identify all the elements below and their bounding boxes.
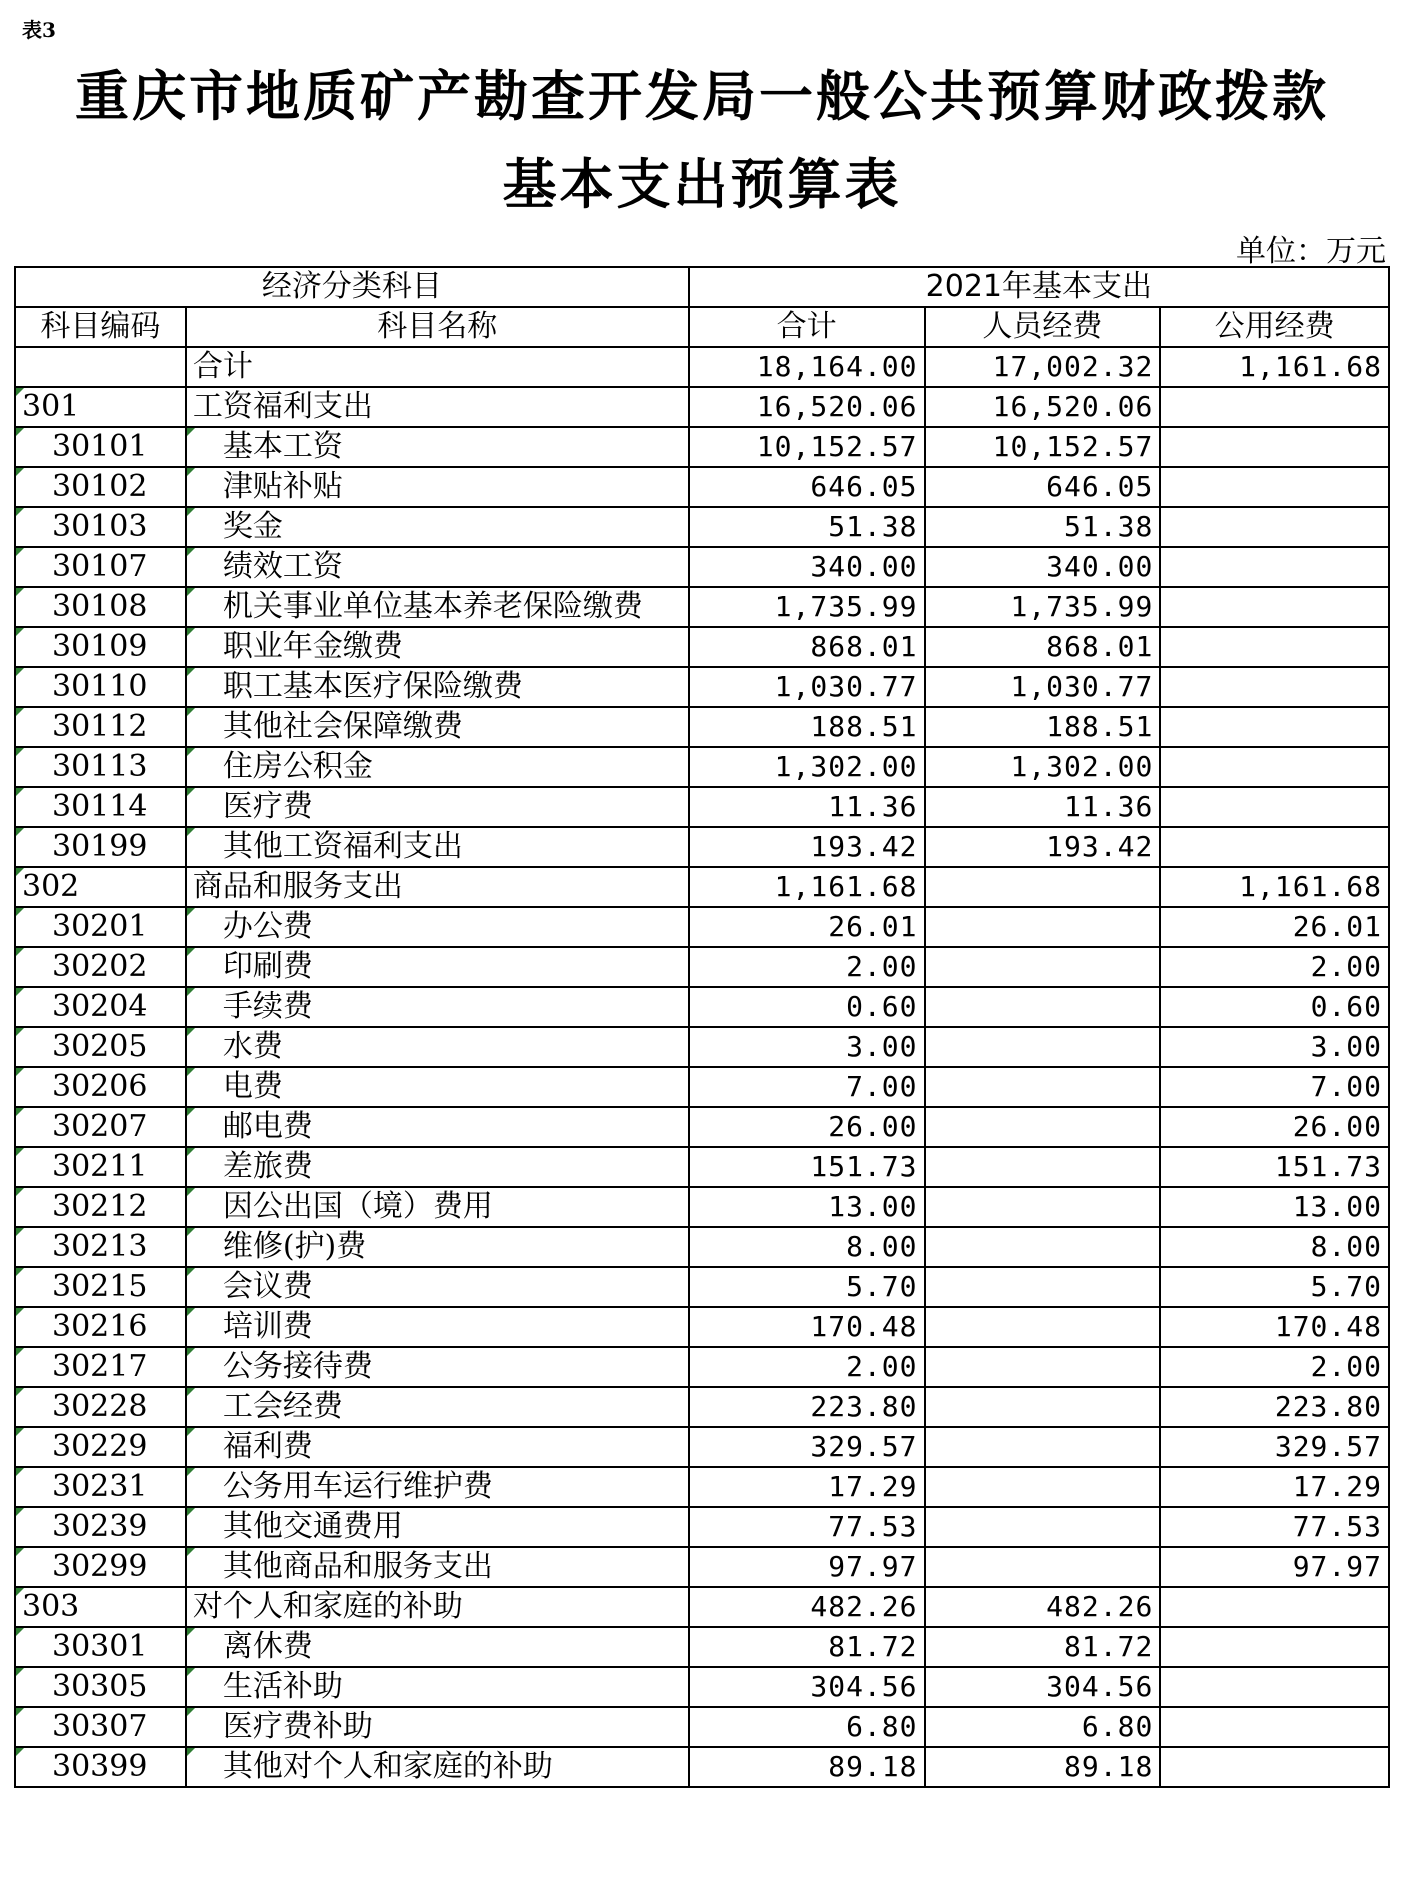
cell-subject-code: 30207 <box>15 1107 186 1147</box>
cell-personnel-expense <box>925 867 1161 907</box>
cell-personnel-expense: 17,002.32 <box>925 347 1161 387</box>
cell-personnel-expense <box>925 1027 1161 1067</box>
cell-subject-name: 职业年金缴费 <box>186 627 689 667</box>
cell-public-expense: 26.00 <box>1160 1107 1389 1147</box>
table-row <box>15 987 1389 1027</box>
cell-personnel-expense: 51.38 <box>925 507 1161 547</box>
cell-subject-code: 30113 <box>15 747 186 787</box>
cell-subject-code: 30108 <box>15 587 186 627</box>
cell-subject-name: 公务接待费 <box>186 1347 689 1387</box>
table-row <box>15 1147 1389 1187</box>
table-row <box>15 1387 1389 1427</box>
cell-total: 18,164.00 <box>689 347 925 387</box>
cell-public-expense <box>1160 467 1389 507</box>
cell-total: 51.38 <box>689 507 925 547</box>
cell-personnel-expense <box>925 1427 1161 1467</box>
cell-subject-code: 30101 <box>15 427 186 467</box>
header-basic-expenditure: 2021年基本支出 <box>689 267 1389 307</box>
cell-public-expense: 1,161.68 <box>1160 867 1389 907</box>
cell-subject-name: 福利费 <box>186 1427 689 1467</box>
cell-subject-name: 奖金 <box>186 507 689 547</box>
cell-total: 223.80 <box>689 1387 925 1427</box>
cell-subject-name: 医疗费补助 <box>186 1707 689 1747</box>
cell-total: 482.26 <box>689 1587 925 1627</box>
cell-total: 13.00 <box>689 1187 925 1227</box>
cell-personnel-expense: 482.26 <box>925 1587 1161 1627</box>
cell-public-expense <box>1160 787 1389 827</box>
cell-public-expense <box>1160 1627 1389 1667</box>
table-row <box>15 507 1389 547</box>
cell-personnel-expense: 304.56 <box>925 1667 1161 1707</box>
cell-subject-code <box>15 347 186 387</box>
cell-total: 97.97 <box>689 1547 925 1587</box>
table-row <box>15 1667 1389 1707</box>
cell-subject-code: 30199 <box>15 827 186 867</box>
cell-public-expense: 5.70 <box>1160 1267 1389 1307</box>
cell-personnel-expense: 10,152.57 <box>925 427 1161 467</box>
table-row <box>15 467 1389 507</box>
cell-personnel-expense: 646.05 <box>925 467 1161 507</box>
table-row <box>15 427 1389 467</box>
cell-personnel-expense <box>925 987 1161 1027</box>
cell-total: 10,152.57 <box>689 427 925 467</box>
cell-subject-name: 其他工资福利支出 <box>186 827 689 867</box>
table-row <box>15 1187 1389 1227</box>
budget-table <box>14 266 1390 1788</box>
cell-personnel-expense <box>925 1187 1161 1227</box>
table-row <box>15 1627 1389 1667</box>
cell-personnel-expense: 11.36 <box>925 787 1161 827</box>
cell-personnel-expense: 1,030.77 <box>925 667 1161 707</box>
table-row <box>15 707 1389 747</box>
cell-subject-code: 30307 <box>15 1707 186 1747</box>
header-economic-category: 经济分类科目 <box>15 267 689 307</box>
table-row <box>15 1027 1389 1067</box>
table-row <box>15 1347 1389 1387</box>
table-row <box>15 627 1389 667</box>
cell-subject-name: 邮电费 <box>186 1107 689 1147</box>
cell-personnel-expense: 868.01 <box>925 627 1161 667</box>
cell-subject-name: 会议费 <box>186 1267 689 1307</box>
cell-subject-name: 水费 <box>186 1027 689 1067</box>
cell-public-expense: 329.57 <box>1160 1427 1389 1467</box>
cell-subject-code: 30239 <box>15 1507 186 1547</box>
cell-total: 2.00 <box>689 947 925 987</box>
cell-subject-code: 30102 <box>15 467 186 507</box>
cell-total: 8.00 <box>689 1227 925 1267</box>
cell-subject-name: 绩效工资 <box>186 547 689 587</box>
cell-personnel-expense <box>925 1107 1161 1147</box>
cell-public-expense <box>1160 387 1389 427</box>
table-row <box>15 907 1389 947</box>
cell-subject-name: 办公费 <box>186 907 689 947</box>
cell-personnel-expense: 188.51 <box>925 707 1161 747</box>
table-row <box>15 1307 1389 1347</box>
cell-subject-name: 生活补助 <box>186 1667 689 1707</box>
table-row <box>15 827 1389 867</box>
table-row <box>15 867 1389 907</box>
table-number: 表3 <box>22 18 56 42</box>
table-row <box>15 667 1389 707</box>
cell-public-expense <box>1160 667 1389 707</box>
cell-total: 151.73 <box>689 1147 925 1187</box>
cell-public-expense <box>1160 1667 1389 1707</box>
cell-subject-code: 30201 <box>15 907 186 947</box>
unit-label: 单位：万元 <box>1236 234 1386 269</box>
cell-public-expense <box>1160 707 1389 747</box>
cell-public-expense: 8.00 <box>1160 1227 1389 1267</box>
cell-subject-name: 印刷费 <box>186 947 689 987</box>
cell-personnel-expense: 193.42 <box>925 827 1161 867</box>
cell-personnel-expense: 81.72 <box>925 1627 1161 1667</box>
cell-public-expense <box>1160 627 1389 667</box>
cell-subject-code: 30301 <box>15 1627 186 1667</box>
cell-public-expense <box>1160 1587 1389 1627</box>
cell-subject-code: 30212 <box>15 1187 186 1227</box>
cell-total: 81.72 <box>689 1627 925 1667</box>
table-row <box>15 1067 1389 1107</box>
table-row <box>15 1547 1389 1587</box>
cell-subject-name: 因公出国（境）费用 <box>186 1187 689 1227</box>
cell-personnel-expense <box>925 1347 1161 1387</box>
table-row <box>15 1107 1389 1147</box>
cell-public-expense: 13.00 <box>1160 1187 1389 1227</box>
cell-total: 188.51 <box>689 707 925 747</box>
cell-public-expense: 2.00 <box>1160 947 1389 987</box>
cell-subject-code: 30213 <box>15 1227 186 1267</box>
cell-personnel-expense <box>925 1387 1161 1427</box>
cell-subject-name: 商品和服务支出 <box>186 867 689 907</box>
header-row-group <box>15 267 1389 307</box>
cell-subject-code: 30216 <box>15 1307 186 1347</box>
cell-personnel-expense <box>925 1507 1161 1547</box>
cell-subject-code: 303 <box>15 1587 186 1627</box>
cell-total: 3.00 <box>689 1027 925 1067</box>
cell-subject-code: 301 <box>15 387 186 427</box>
cell-personnel-expense: 16,520.06 <box>925 387 1161 427</box>
cell-subject-code: 30228 <box>15 1387 186 1427</box>
cell-total: 170.48 <box>689 1307 925 1347</box>
cell-public-expense: 77.53 <box>1160 1507 1389 1547</box>
cell-public-expense: 1,161.68 <box>1160 347 1389 387</box>
cell-subject-name: 其他对个人和家庭的补助 <box>186 1747 689 1787</box>
cell-subject-name: 基本工资 <box>186 427 689 467</box>
cell-subject-code: 30112 <box>15 707 186 747</box>
cell-subject-code: 30299 <box>15 1547 186 1587</box>
cell-total: 1,735.99 <box>689 587 925 627</box>
cell-public-expense <box>1160 587 1389 627</box>
cell-subject-code: 30399 <box>15 1747 186 1787</box>
cell-personnel-expense <box>925 1067 1161 1107</box>
cell-subject-code: 30109 <box>15 627 186 667</box>
cell-subject-name: 医疗费 <box>186 787 689 827</box>
cell-public-expense <box>1160 427 1389 467</box>
cell-personnel-expense: 340.00 <box>925 547 1161 587</box>
table-row <box>15 1467 1389 1507</box>
table-row <box>15 1507 1389 1547</box>
cell-total: 0.60 <box>689 987 925 1027</box>
cell-subject-name: 公务用车运行维护费 <box>186 1467 689 1507</box>
cell-subject-name: 维修(护)费 <box>186 1227 689 1267</box>
cell-personnel-expense: 6.80 <box>925 1707 1161 1747</box>
cell-subject-code: 30110 <box>15 667 186 707</box>
cell-subject-code: 302 <box>15 867 186 907</box>
header-public-expense: 公用经费 <box>1160 307 1389 347</box>
cell-public-expense: 7.00 <box>1160 1067 1389 1107</box>
cell-subject-code: 30217 <box>15 1347 186 1387</box>
cell-subject-code: 30103 <box>15 507 186 547</box>
table-row <box>15 1707 1389 1747</box>
cell-personnel-expense <box>925 1467 1161 1507</box>
cell-public-expense: 151.73 <box>1160 1147 1389 1187</box>
cell-subject-code: 30206 <box>15 1067 186 1107</box>
cell-personnel-expense <box>925 1547 1161 1587</box>
cell-subject-name: 机关事业单位基本养老保险缴费 <box>186 587 689 627</box>
cell-subject-name: 培训费 <box>186 1307 689 1347</box>
cell-total: 11.36 <box>689 787 925 827</box>
cell-total: 868.01 <box>689 627 925 667</box>
cell-public-expense <box>1160 1707 1389 1747</box>
cell-subject-name: 电费 <box>186 1067 689 1107</box>
cell-subject-code: 30231 <box>15 1467 186 1507</box>
cell-total: 1,161.68 <box>689 867 925 907</box>
cell-subject-name: 其他社会保障缴费 <box>186 707 689 747</box>
cell-total: 7.00 <box>689 1067 925 1107</box>
cell-total: 304.56 <box>689 1667 925 1707</box>
cell-subject-name: 工会经费 <box>186 1387 689 1427</box>
document-title: 重庆市地质矿产勘查开发局一般公共预算财政拨款 <box>75 65 1329 128</box>
table-row <box>15 547 1389 587</box>
cell-subject-name: 职工基本医疗保险缴费 <box>186 667 689 707</box>
cell-total: 26.01 <box>689 907 925 947</box>
cell-subject-code: 30114 <box>15 787 186 827</box>
header-row-columns <box>15 307 1389 347</box>
table-row <box>15 587 1389 627</box>
cell-personnel-expense <box>925 1307 1161 1347</box>
cell-subject-name: 其他商品和服务支出 <box>186 1547 689 1587</box>
cell-subject-code: 30205 <box>15 1027 186 1067</box>
cell-total: 329.57 <box>689 1427 925 1467</box>
cell-total: 1,302.00 <box>689 747 925 787</box>
document-subtitle: 基本支出预算表 <box>502 153 902 216</box>
cell-subject-name: 手续费 <box>186 987 689 1027</box>
cell-subject-name: 合计 <box>186 347 689 387</box>
cell-personnel-expense: 89.18 <box>925 1747 1161 1787</box>
cell-total: 5.70 <box>689 1267 925 1307</box>
cell-personnel-expense: 1,302.00 <box>925 747 1161 787</box>
cell-subject-code: 30107 <box>15 547 186 587</box>
cell-public-expense: 97.97 <box>1160 1547 1389 1587</box>
cell-personnel-expense <box>925 1147 1161 1187</box>
cell-personnel-expense <box>925 947 1161 987</box>
cell-public-expense <box>1160 827 1389 867</box>
cell-subject-name: 对个人和家庭的补助 <box>186 1587 689 1627</box>
header-subject-code: 科目编码 <box>15 307 186 347</box>
table-row <box>15 1747 1389 1787</box>
cell-subject-code: 30211 <box>15 1147 186 1187</box>
cell-total: 26.00 <box>689 1107 925 1147</box>
cell-subject-code: 30229 <box>15 1427 186 1467</box>
cell-total: 646.05 <box>689 467 925 507</box>
cell-public-expense: 17.29 <box>1160 1467 1389 1507</box>
cell-personnel-expense <box>925 1267 1161 1307</box>
table-row <box>15 787 1389 827</box>
cell-subject-name: 津贴补贴 <box>186 467 689 507</box>
header-total: 合计 <box>689 307 925 347</box>
table-row <box>15 947 1389 987</box>
cell-public-expense <box>1160 507 1389 547</box>
cell-public-expense <box>1160 547 1389 587</box>
cell-total: 2.00 <box>689 1347 925 1387</box>
cell-subject-name: 其他交通费用 <box>186 1507 689 1547</box>
cell-subject-code: 30202 <box>15 947 186 987</box>
table-row <box>15 1427 1389 1467</box>
cell-total: 340.00 <box>689 547 925 587</box>
cell-subject-name: 离休费 <box>186 1627 689 1667</box>
cell-total: 77.53 <box>689 1507 925 1547</box>
table-row <box>15 1267 1389 1307</box>
cell-public-expense: 26.01 <box>1160 907 1389 947</box>
table-row <box>15 387 1389 427</box>
table-row <box>15 347 1389 387</box>
cell-personnel-expense: 1,735.99 <box>925 587 1161 627</box>
cell-subject-name: 住房公积金 <box>186 747 689 787</box>
cell-public-expense: 170.48 <box>1160 1307 1389 1347</box>
table-row <box>15 747 1389 787</box>
cell-public-expense: 223.80 <box>1160 1387 1389 1427</box>
cell-total: 1,030.77 <box>689 667 925 707</box>
cell-public-expense: 0.60 <box>1160 987 1389 1027</box>
header-subject-name: 科目名称 <box>186 307 689 347</box>
cell-total: 16,520.06 <box>689 387 925 427</box>
cell-subject-code: 30215 <box>15 1267 186 1307</box>
cell-public-expense: 2.00 <box>1160 1347 1389 1387</box>
cell-personnel-expense <box>925 907 1161 947</box>
cell-total: 193.42 <box>689 827 925 867</box>
cell-subject-name: 工资福利支出 <box>186 387 689 427</box>
cell-total: 17.29 <box>689 1467 925 1507</box>
table-row <box>15 1587 1389 1627</box>
cell-public-expense: 3.00 <box>1160 1027 1389 1067</box>
cell-total: 89.18 <box>689 1747 925 1787</box>
cell-personnel-expense <box>925 1227 1161 1267</box>
cell-total: 6.80 <box>689 1707 925 1747</box>
header-personnel-expense: 人员经费 <box>925 307 1161 347</box>
cell-subject-name: 差旅费 <box>186 1147 689 1187</box>
cell-public-expense <box>1160 747 1389 787</box>
table-row <box>15 1227 1389 1267</box>
cell-subject-code: 30305 <box>15 1667 186 1707</box>
cell-public-expense <box>1160 1747 1389 1787</box>
cell-subject-code: 30204 <box>15 987 186 1027</box>
